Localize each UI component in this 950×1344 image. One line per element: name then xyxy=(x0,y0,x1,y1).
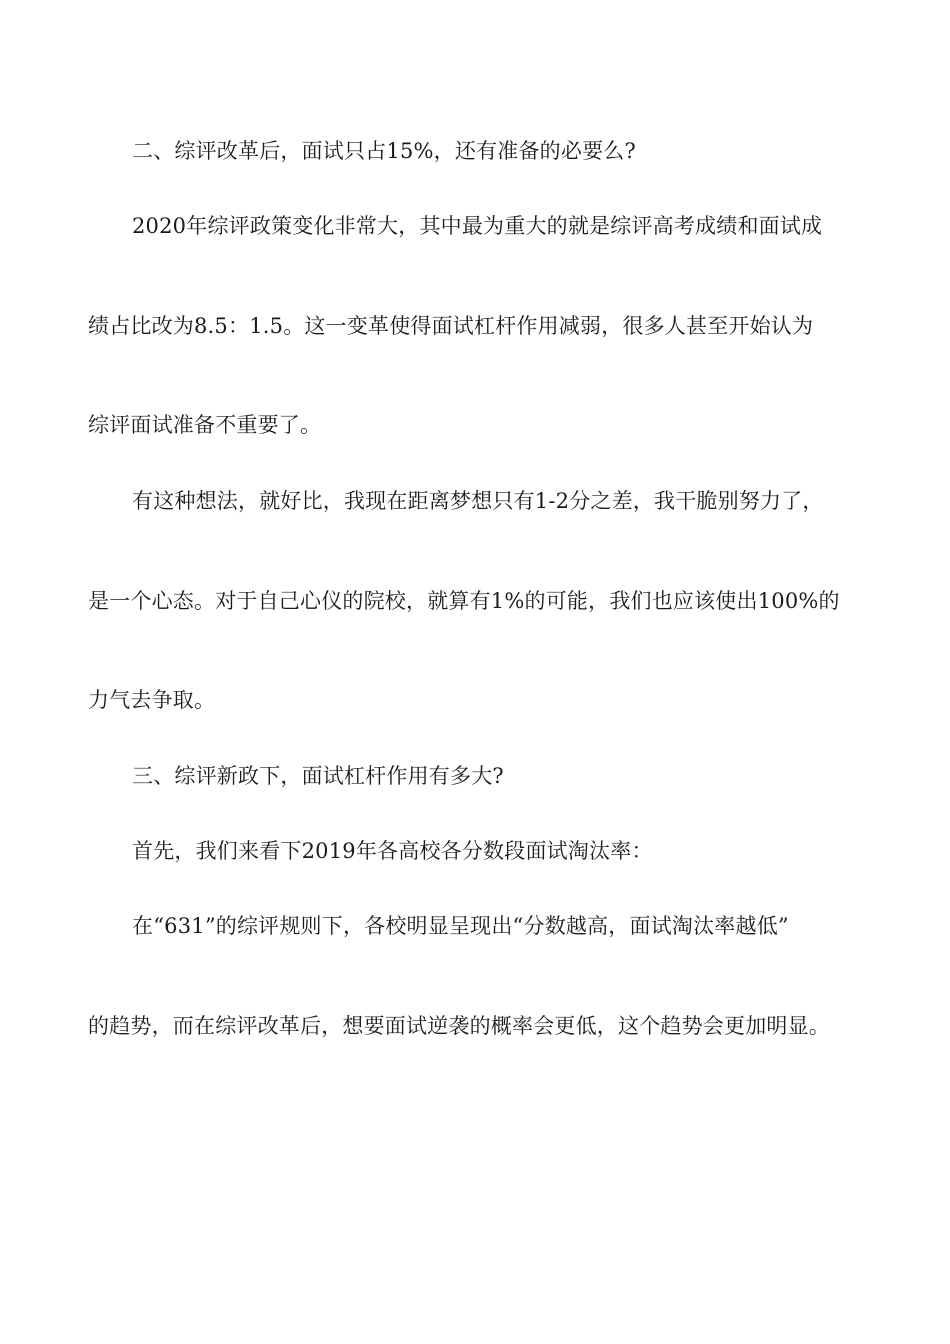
paragraph-line: 是一个心态。对于自己心仪的院校，就算有1%的可能，我们也应该使出100%的 xyxy=(88,589,840,613)
paragraph-line: 绩占比改为8.5：1.5。这一变革使得面试杠杆作用减弱，很多人甚至开始认为 xyxy=(88,314,814,338)
paragraph-line: 综评面试准备不重要了。 xyxy=(88,413,322,437)
paragraph-line: 有这种想法，就好比，我现在距离梦想只有1-2分之差，我干脆别努力了， xyxy=(132,489,824,513)
section-heading-3: 三、综评新政下，面试杠杆作用有多大? xyxy=(132,764,504,788)
paragraph-line: 在“631”的综评规则下，各校明显呈现出“分数越高，面试淘汰率越低” xyxy=(132,914,789,938)
paragraph-line: 首先，我们来看下2019年各高校各分数段面试淘汰率： xyxy=(132,839,653,863)
paragraph-line: 的趋势，而在综评改革后，想要面试逆袭的概率会更低，这个趋势会更加明显。 xyxy=(88,1014,830,1038)
section-heading-2: 二、综评改革后，面试只占15%，还有准备的必要么? xyxy=(132,139,636,163)
paragraph-line: 力气去争取。 xyxy=(88,688,216,712)
paragraph-line: 2020年综评政策变化非常大，其中最为重大的就是综评高考成绩和面试成 xyxy=(132,214,823,238)
